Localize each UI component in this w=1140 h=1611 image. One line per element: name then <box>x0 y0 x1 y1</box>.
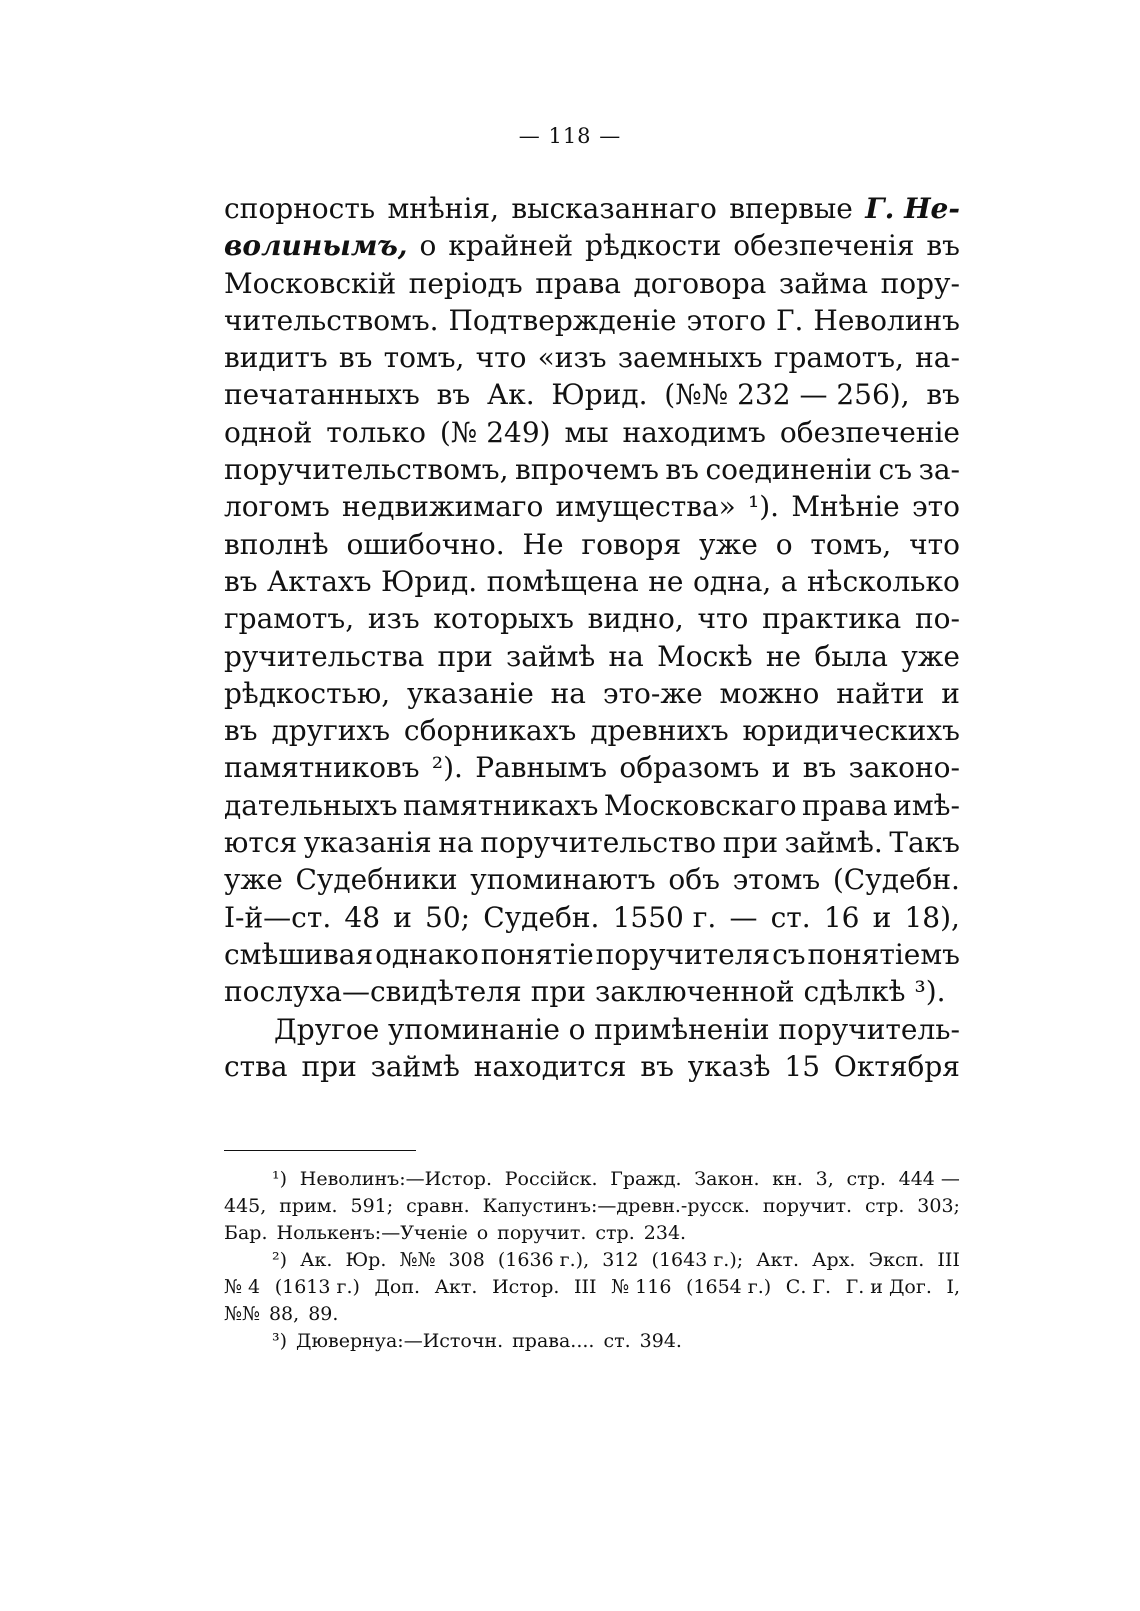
word: рѣдкостью, <box>224 676 391 710</box>
word: найти <box>836 676 925 710</box>
word: Акт. <box>756 1249 800 1271</box>
word: недвижимаго <box>341 490 544 524</box>
word: Судебники <box>295 863 458 897</box>
word: № 116 <box>611 1276 672 1298</box>
word: одной <box>224 415 313 449</box>
word: въ <box>224 714 258 748</box>
word: Истор. <box>492 1276 560 1298</box>
word: спорность <box>224 192 376 225</box>
word: а <box>780 564 798 598</box>
text-line <box>224 1048 960 1085</box>
word: законо- <box>848 751 960 785</box>
text-line <box>224 712 960 749</box>
word: этого <box>686 303 767 337</box>
word: и <box>393 900 412 934</box>
word: № 4 <box>224 1276 261 1298</box>
word: С. Г. <box>785 1276 832 1298</box>
word: 3, <box>815 1168 834 1190</box>
word: о <box>775 527 793 561</box>
word: Актахъ <box>267 564 372 598</box>
word: Москѣ <box>657 639 753 673</box>
word: Такъ <box>889 826 960 860</box>
word: (№№ 232 — 256), <box>664 378 910 412</box>
word: Капустинъ:—древн.-русск. <box>482 1195 750 1217</box>
word: права <box>802 788 888 822</box>
word: ст. <box>770 900 811 934</box>
word: поручитель- <box>778 1012 960 1046</box>
word: при <box>530 975 586 1009</box>
word: имѣ- <box>893 788 960 822</box>
text-line <box>224 861 960 898</box>
word: поручит. <box>497 1222 587 1244</box>
footnote-line <box>224 1247 960 1274</box>
word: уже <box>901 639 960 673</box>
word: при <box>722 826 778 860</box>
word: 308 <box>448 1249 485 1271</box>
footnotes <box>224 1166 960 1355</box>
word: Неволинъ:—Истор. <box>299 1168 492 1190</box>
word: этомъ <box>732 863 821 897</box>
word: 88, <box>268 1303 300 1325</box>
word: въ <box>926 378 960 412</box>
word: печатанныхъ <box>224 378 420 412</box>
text-line <box>224 265 960 302</box>
word: ¹). <box>748 490 780 524</box>
word: юридическихъ <box>742 714 960 748</box>
footnote-line <box>224 1274 960 1301</box>
word: стр. <box>595 1222 635 1244</box>
word: стр. <box>846 1168 886 1190</box>
word: рѣдкости <box>585 229 722 263</box>
word: ства <box>224 1049 288 1083</box>
word: объ <box>668 863 720 897</box>
text-line <box>224 787 960 824</box>
word: указѣ <box>687 1049 771 1083</box>
word: видитъ <box>224 341 328 375</box>
word: о <box>568 1012 586 1046</box>
word: «изъ <box>537 341 607 375</box>
word: пору- <box>880 266 960 300</box>
word: которыхъ <box>433 602 574 636</box>
word: №№ <box>399 1249 436 1271</box>
word: Бар. <box>224 1222 268 1244</box>
word: I, <box>946 1276 960 1298</box>
word: примѣненіи <box>594 1012 770 1046</box>
word: въ <box>926 229 960 263</box>
text-line <box>224 973 960 1010</box>
word: 48 <box>344 900 381 934</box>
word: Нолькенъ:—Ученіе <box>276 1222 468 1244</box>
word: 1550 г. <box>612 900 717 934</box>
text-line <box>224 488 960 525</box>
word: впервые <box>729 192 853 225</box>
word: займѣ <box>505 639 596 673</box>
word: одна, <box>692 564 772 598</box>
word: займѣ <box>370 1049 460 1083</box>
word: Гражд. <box>610 1168 682 1190</box>
word: Г. <box>776 303 804 337</box>
word: Закон. <box>694 1168 760 1190</box>
word: поручит. <box>762 1195 853 1217</box>
word: что <box>909 527 960 561</box>
word: упоминаніе <box>387 1012 560 1046</box>
text-line <box>224 638 960 675</box>
word: древнихъ <box>590 714 729 748</box>
word: I-й—ст. <box>224 900 332 934</box>
word: права.... <box>512 1330 595 1352</box>
word: томъ, <box>810 527 892 561</box>
text-line <box>224 526 960 563</box>
word: ошибочно. <box>346 527 505 561</box>
word: логомъ <box>224 490 330 524</box>
word: о <box>419 229 437 263</box>
word: можно <box>719 676 820 710</box>
footnote-line <box>224 1193 960 1220</box>
word: въ <box>802 751 837 785</box>
word: по- <box>915 602 960 636</box>
word: грамотъ, <box>224 602 355 636</box>
word: другихъ <box>271 714 391 748</box>
word: что <box>697 602 749 636</box>
word: Г. и Дог. <box>845 1276 932 1298</box>
word: что <box>475 341 527 375</box>
word: 16 <box>823 900 860 934</box>
word: Московскаго <box>603 788 797 822</box>
word: права <box>535 266 621 300</box>
word: (Судебн. <box>832 863 960 897</box>
word: ст. <box>603 1330 631 1352</box>
main-text <box>224 190 960 1085</box>
word: поручителя <box>595 937 771 971</box>
word: (1654 г.) <box>686 1276 772 1298</box>
word: займѣ. <box>784 826 883 860</box>
word: соединеніи <box>705 453 873 487</box>
word: стр. <box>865 1195 905 1217</box>
footnote-line <box>224 1166 960 1193</box>
word: Неволинъ <box>813 303 960 337</box>
text-line <box>224 190 960 227</box>
text-line <box>224 339 960 376</box>
word: Равнымъ <box>475 751 608 785</box>
word: въ <box>436 378 471 412</box>
word: имущества» <box>555 490 736 524</box>
text-line <box>224 1011 960 1048</box>
word: ются <box>224 826 298 860</box>
word: это <box>911 490 960 524</box>
word: ручительства <box>224 639 425 673</box>
word: 445, <box>224 1195 267 1217</box>
word: ³) <box>272 1330 288 1352</box>
word: томъ, <box>383 341 465 375</box>
word: 50; <box>425 900 471 934</box>
word: (1643 г.); <box>651 1249 744 1271</box>
word: изъ <box>367 602 420 636</box>
word: понятіемъ <box>807 937 960 971</box>
word: Эксп. <box>868 1249 925 1271</box>
text-line <box>224 376 960 413</box>
word: смѣшивая <box>224 937 374 971</box>
word: и <box>771 751 791 785</box>
word: заключенной <box>594 975 795 1009</box>
word: не <box>648 564 684 598</box>
word: Россійск. <box>504 1168 598 1190</box>
word: Ак. <box>300 1249 333 1271</box>
word: указаніе <box>406 676 534 710</box>
footnote-line <box>224 1220 960 1247</box>
word: 18), <box>904 900 960 934</box>
word: — <box>729 900 758 934</box>
word: 15 <box>784 1049 821 1083</box>
word: понятіе <box>480 937 594 971</box>
footnote-line <box>224 1301 960 1328</box>
text-line <box>224 899 960 936</box>
word: на- <box>915 341 960 375</box>
word: поручительство <box>480 826 717 860</box>
word: 394. <box>639 1330 682 1352</box>
word: 234. <box>643 1222 687 1244</box>
word: находится <box>473 1049 627 1083</box>
word: вполнѣ <box>224 527 329 561</box>
text-line <box>224 936 960 973</box>
word: указанія <box>303 826 432 860</box>
word: Г. Не- <box>865 192 960 225</box>
word: обезпеченія <box>733 229 915 263</box>
word: крайней <box>448 229 574 263</box>
word: съ <box>772 937 806 971</box>
word: Дювернуа:—Источн. <box>296 1330 504 1352</box>
word: ²) <box>272 1249 288 1271</box>
word: кн. <box>772 1168 803 1190</box>
word: и <box>941 676 960 710</box>
text-line <box>224 302 960 339</box>
word: Акт. <box>434 1276 478 1298</box>
word: въ <box>640 1049 674 1083</box>
text-line <box>224 563 960 600</box>
word: высказаннаго <box>511 192 717 225</box>
word: 312 <box>602 1249 639 1271</box>
word: сравн. <box>406 1195 470 1217</box>
text-line <box>224 600 960 637</box>
word: на <box>550 676 586 710</box>
word: ¹) <box>272 1168 288 1190</box>
word: находимъ <box>622 415 766 449</box>
word: III <box>937 1249 960 1271</box>
word: договора <box>633 266 767 300</box>
word: чительствомъ. <box>224 303 439 337</box>
word: уже <box>224 863 283 897</box>
word: за- <box>918 453 960 487</box>
text-line <box>224 824 960 861</box>
word: 591; <box>350 1195 394 1217</box>
word: въ <box>224 564 258 598</box>
word: на <box>438 826 474 860</box>
word: въ <box>338 341 373 375</box>
word: (1613 г.) <box>274 1276 360 1298</box>
word: не <box>765 639 802 673</box>
word: прим. <box>279 1195 338 1217</box>
word: памятниковъ <box>224 751 420 785</box>
word: Октября <box>833 1049 960 1083</box>
word: ²). <box>431 751 463 785</box>
word: Ак. <box>486 378 535 412</box>
word: Арх. <box>812 1249 856 1271</box>
word: памятникахъ <box>403 788 599 822</box>
text-line <box>224 675 960 712</box>
word: это-же <box>602 676 703 710</box>
word: Московскій <box>224 266 397 300</box>
word: только <box>326 415 426 449</box>
word: помѣщена <box>486 564 639 598</box>
word: впрочемъ <box>515 453 659 487</box>
text-line <box>224 749 960 786</box>
word: Другое <box>274 1012 380 1046</box>
word: обезпеченіе <box>779 415 960 449</box>
word: упоминаютъ <box>470 863 656 897</box>
word: послуха—свидѣтеля <box>224 975 522 1009</box>
word: (№ 249) <box>439 415 551 449</box>
word: III <box>574 1276 597 1298</box>
word: и <box>872 900 892 934</box>
word: (1636 г.), <box>497 1249 590 1271</box>
word: 303; <box>917 1195 960 1217</box>
word: Доп. <box>374 1276 421 1298</box>
word: мы <box>564 415 609 449</box>
word: Не <box>522 527 564 561</box>
word: Юрид. <box>551 378 648 412</box>
word: однако <box>375 937 479 971</box>
word: 89. <box>308 1303 339 1325</box>
text-line <box>224 451 960 488</box>
word: при <box>301 1049 357 1083</box>
text-line <box>224 414 960 451</box>
word: Юрид. <box>381 564 478 598</box>
word: Мнѣніе <box>791 490 900 524</box>
word: практика <box>762 602 902 636</box>
word: уже <box>699 527 758 561</box>
word: грамотъ, <box>773 341 904 375</box>
word: видно, <box>587 602 684 636</box>
word: сборникахъ <box>403 714 577 748</box>
word: въ <box>665 453 699 487</box>
word: на <box>608 639 644 673</box>
word: была <box>814 639 888 673</box>
footnote-line <box>224 1328 960 1355</box>
word: займа <box>778 266 869 300</box>
word: ³). <box>914 975 946 1009</box>
word: №№ <box>224 1303 260 1325</box>
word: нѣсколько <box>806 564 960 598</box>
word: періодъ <box>408 266 523 300</box>
word: Подтвержденіе <box>448 303 677 337</box>
word: Судебн. <box>483 900 600 934</box>
word: Юр. <box>345 1249 387 1271</box>
word: заемныхъ <box>617 341 763 375</box>
word: при <box>437 639 493 673</box>
word: мнѣнія, <box>387 192 499 225</box>
footnote-divider <box>224 1150 416 1151</box>
text-line <box>224 227 960 264</box>
word: говоря <box>581 527 682 561</box>
word: волинымъ, <box>224 229 408 263</box>
word: образомъ <box>619 751 760 785</box>
word: съ <box>878 453 913 487</box>
word: сдѣлкѣ <box>803 975 906 1009</box>
word: о <box>476 1222 489 1244</box>
word: поручительствомъ, <box>224 453 509 487</box>
page-number: — 118 — <box>518 124 622 148</box>
word: 444 — <box>898 1168 960 1190</box>
word: дательныхъ <box>224 788 398 822</box>
